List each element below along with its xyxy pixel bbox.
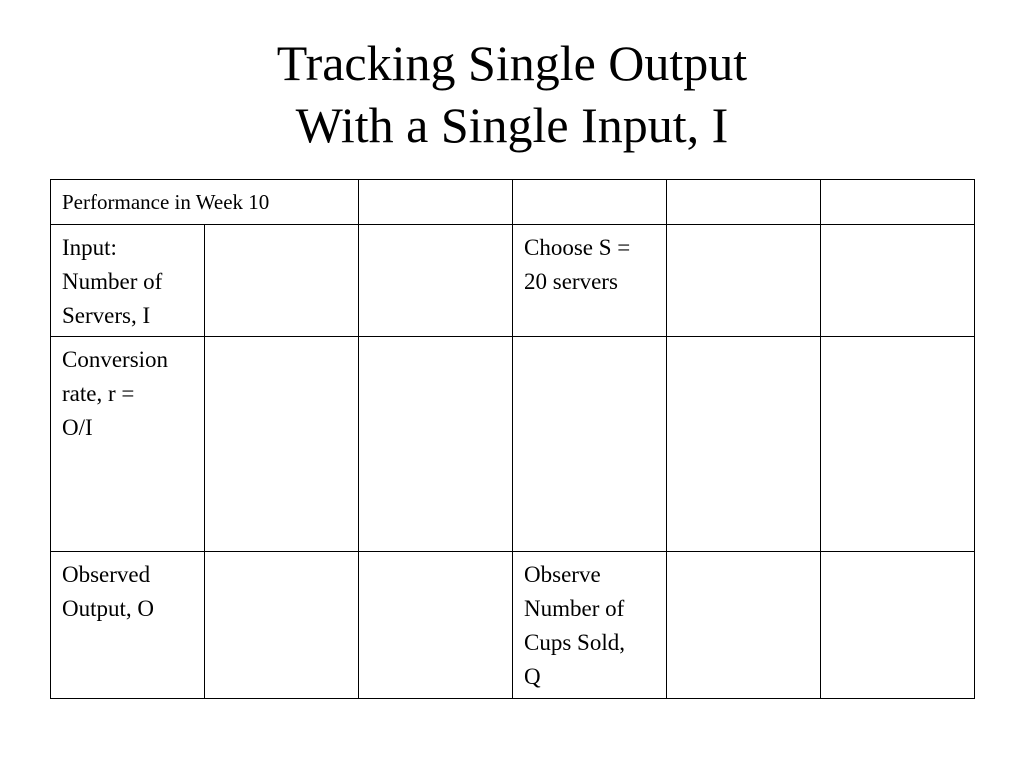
observe-cups-line: Observe bbox=[524, 562, 601, 587]
performance-header-cell bbox=[51, 180, 359, 225]
table-cell bbox=[359, 337, 513, 552]
table-cell bbox=[821, 225, 975, 337]
observe-cups-cell bbox=[513, 552, 667, 699]
table-cell bbox=[667, 337, 821, 552]
table-cell bbox=[359, 552, 513, 699]
output-label-line: Observed bbox=[62, 562, 151, 587]
table-cell bbox=[359, 225, 513, 337]
conversion-label-line: Conversion bbox=[62, 347, 169, 372]
conversion-label-line: O/I bbox=[62, 415, 93, 440]
observe-cups-line: Q bbox=[524, 664, 541, 689]
title-line-2: With a Single Input, I bbox=[295, 97, 729, 153]
performance-header-text: Performance in Week 10 bbox=[62, 190, 270, 214]
table-cell bbox=[205, 225, 359, 337]
table-cell bbox=[667, 225, 821, 337]
table-row-output bbox=[51, 552, 975, 699]
table-cell bbox=[205, 552, 359, 699]
table-cell bbox=[821, 552, 975, 699]
table-row-input bbox=[51, 225, 975, 337]
output-label-cell bbox=[51, 552, 205, 699]
table-cell bbox=[513, 180, 667, 225]
input-label-cell bbox=[51, 225, 205, 337]
table-cell bbox=[205, 337, 359, 552]
observe-cups-line: Cups Sold, bbox=[524, 630, 625, 655]
choose-servers-line: Choose S = bbox=[524, 235, 631, 260]
conversion-label-cell bbox=[51, 337, 205, 552]
conversion-label-line: rate, r = bbox=[62, 381, 135, 406]
table-row-conversion bbox=[51, 337, 975, 552]
input-label-line: Input: bbox=[62, 235, 117, 260]
table-cell bbox=[513, 337, 667, 552]
table-cell bbox=[667, 552, 821, 699]
observe-cups-line: Number of bbox=[524, 596, 625, 621]
table-cell bbox=[667, 180, 821, 225]
table-cell bbox=[821, 180, 975, 225]
slide-title bbox=[0, 32, 1024, 156]
choose-servers-line: 20 servers bbox=[524, 269, 618, 294]
performance-table bbox=[50, 179, 975, 699]
table-row-header bbox=[51, 180, 975, 225]
input-label-line: Number of bbox=[62, 269, 163, 294]
title-line-1: Tracking Single Output bbox=[276, 35, 748, 91]
output-label-line: Output, O bbox=[62, 596, 154, 621]
choose-servers-cell bbox=[513, 225, 667, 337]
input-label-line: Servers, I bbox=[62, 303, 151, 328]
table-cell bbox=[821, 337, 975, 552]
table-cell bbox=[359, 180, 513, 225]
